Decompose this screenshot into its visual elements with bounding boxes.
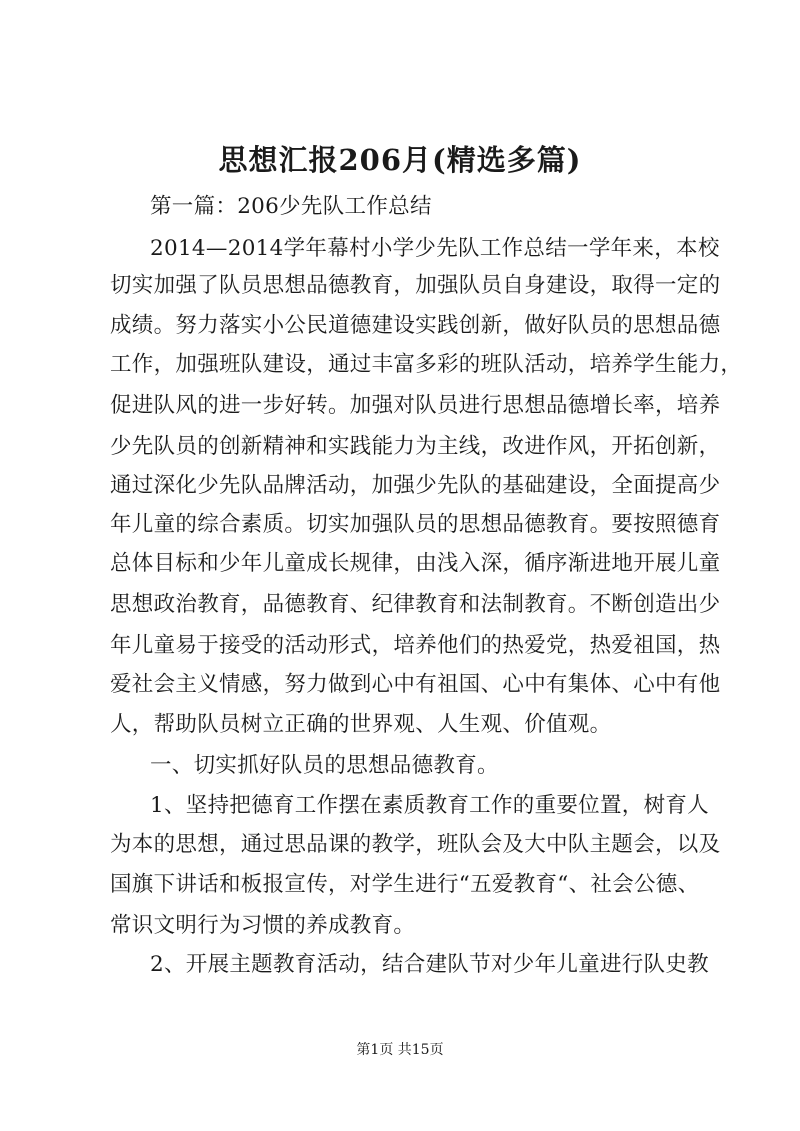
- paragraph-line: 通过深化少先队品牌活动，加强少先队的基础建设，全面提高少: [110, 473, 721, 498]
- paragraph-line: 切实加强了队员思想品德教育，加强队员自身建设，取得一定的: [110, 273, 721, 298]
- paragraph-line: 为本的思想，通过思品课的教学，班队会及大中队主题会，以及: [110, 832, 721, 857]
- page-footer: 第1页 共15页: [356, 1042, 444, 1058]
- paragraph-line: 促进队风的进一步好转。加强对队员进行思想品德增长率，培养: [110, 393, 721, 418]
- paragraph-line: 总体目标和少年儿童成长规律，由浅入深，循序渐进地开展儿童: [110, 551, 721, 576]
- paragraph-line: 思想政治教育，品德教育、纪律教育和法制教育。不断创造出少: [110, 592, 721, 617]
- paragraph-line: 爱社会主义情感，努力做到心中有祖国、心中有集体、心中有他: [110, 672, 721, 697]
- paragraph-line: 1、坚持把德育工作摆在素质教育工作的重要位置，树育人: [150, 793, 709, 818]
- document-title: 思想汇报206月(精选多篇): [218, 143, 582, 177]
- paragraph-line: 工作，加强班队建设，通过丰富多彩的班队活动，培养学生能力，: [110, 352, 743, 377]
- subsection-heading: 一、切实抓好队员的思想品德教育。: [150, 753, 499, 778]
- paragraph-line: 成绩。努力落实小公民道德建设实践创新，做好队员的思想品德: [110, 313, 721, 338]
- paragraph-line: 2014—2014学年幕村小学少先队工作总结一学年来，本校: [150, 236, 720, 261]
- paragraph-line: 少先队员的创新精神和实践能力为主线，改进作风，开拓创新，: [110, 434, 721, 459]
- section-heading: 第一篇：206少先队工作总结: [150, 194, 432, 219]
- paragraph-line: 人，帮助队员树立正确的世界观、人生观、价值观。: [110, 712, 612, 737]
- paragraph-line: 2、开展主题教育活动，结合建队节对少年儿童进行队史教: [150, 952, 709, 977]
- paragraph-line: 国旗下讲话和板报宣传，对学生进行“五爱教育“、社会公德、: [110, 872, 700, 897]
- paragraph-line: 常识文明行为习惯的养成教育。: [110, 913, 416, 938]
- paragraph-line: 年儿童的综合素质。切实加强队员的思想品德教育。要按照德育: [110, 512, 721, 537]
- paragraph-line: 年儿童易于接受的活动形式，培养他们的热爱党，热爱祖国，热: [110, 633, 721, 658]
